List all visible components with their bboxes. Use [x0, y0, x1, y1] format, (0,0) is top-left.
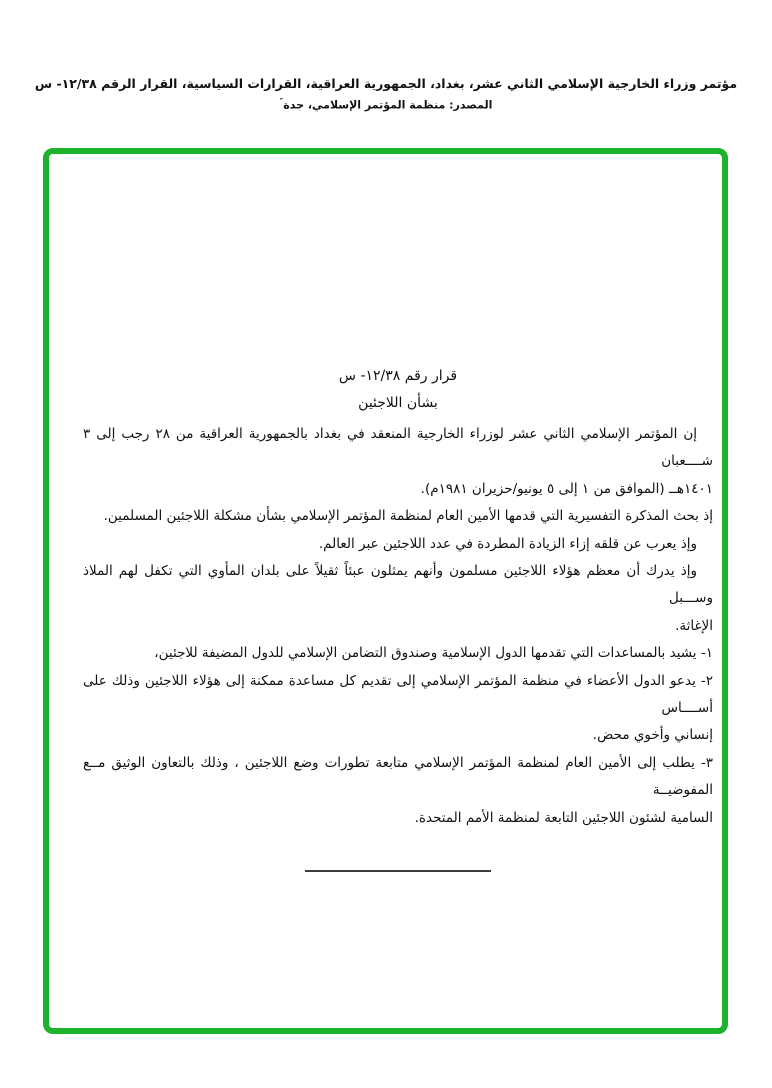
- list-item-3: ٣- يطلب إلى الأمين العام لمنظمة المؤتمر الإسلامي متابعة تطورات وضع اللاجئين ، وذلك بالتعاون الوثيق مــع المفوضيــة: [83, 754, 713, 799]
- header-source: [0, 97, 772, 112]
- resolution-number: قرار رقم ١٢/٣٨- س: [338, 368, 458, 384]
- text-line: إنساني وأخوي محض.: [592, 727, 713, 744]
- green-highlight-frame: [43, 148, 728, 1034]
- footnote-mark: ″: [279, 97, 284, 106]
- header-source-text: المصدر: منظمة المؤتمر الإسلامي، جدة: [283, 98, 493, 112]
- text-line: الإغاثة.: [675, 617, 713, 634]
- text-line: وإذ يعرب عن قلقه إزاء الزيادة المطردة في عدد اللاجئين عبر العالم.: [318, 535, 697, 552]
- text-line: السامية لشئون اللاجئين التابعة لمنظمة الأمم المتحدة.: [414, 809, 713, 826]
- signature-divider: [305, 870, 491, 872]
- resolution-subject: بشأن اللاجئين: [358, 395, 438, 411]
- list-item-2: ٢- يدعو الدول الأعضاء في منظمة المؤتمر الإسلامي إلى تقديم كل مساعدة ممكنة إلى هؤلاء اللاجئين وذلك على أســــاس: [83, 672, 713, 717]
- text-line: إذ بحث المذكرة التفسيرية التي قدمها الأمين العام لمنظمة المؤتمر الإسلامي بشأن مشكلة اللاجئين المسلمين.: [103, 508, 713, 525]
- resolution-body: [83, 421, 713, 832]
- header-title: مؤتمر وزراء الخارجية الإسلامي الثاني عشر، بغداد، الجمهورية العراقية، القرارات السياسية، القرار الرقم ١٢/٣٨- س: [34, 76, 738, 91]
- text-line: إن المؤتمر الإسلامي الثاني عشر لوزراء الخارجية المنعقد في بغداد بالجمهورية العراقية من ٢٨ رجب إلى ٣ شــــعبان: [83, 426, 713, 470]
- document-header: [0, 76, 772, 112]
- list-item-1: ١- يشيد بالمساعدات التي تقدمها الدول الإسلامية وصندوق التضامن الإسلامي للدول المضيفة للاجئين،: [154, 645, 713, 662]
- text-line: وإذ يدرك أن معظم هؤلاء اللاجئين مسلمون وأنهم يمثلون عبئاً ثقيلاً على بلدان المأوي التي تكفل لهم الملاذ وســـبل: [83, 563, 713, 607]
- resolution-document: [49, 154, 722, 1028]
- text-line: ١٤٠١هــ (الموافق من ١ إلى ٥ يونيو/حزيران ١٩٨١م).: [420, 480, 713, 497]
- resolution-title: [83, 363, 713, 417]
